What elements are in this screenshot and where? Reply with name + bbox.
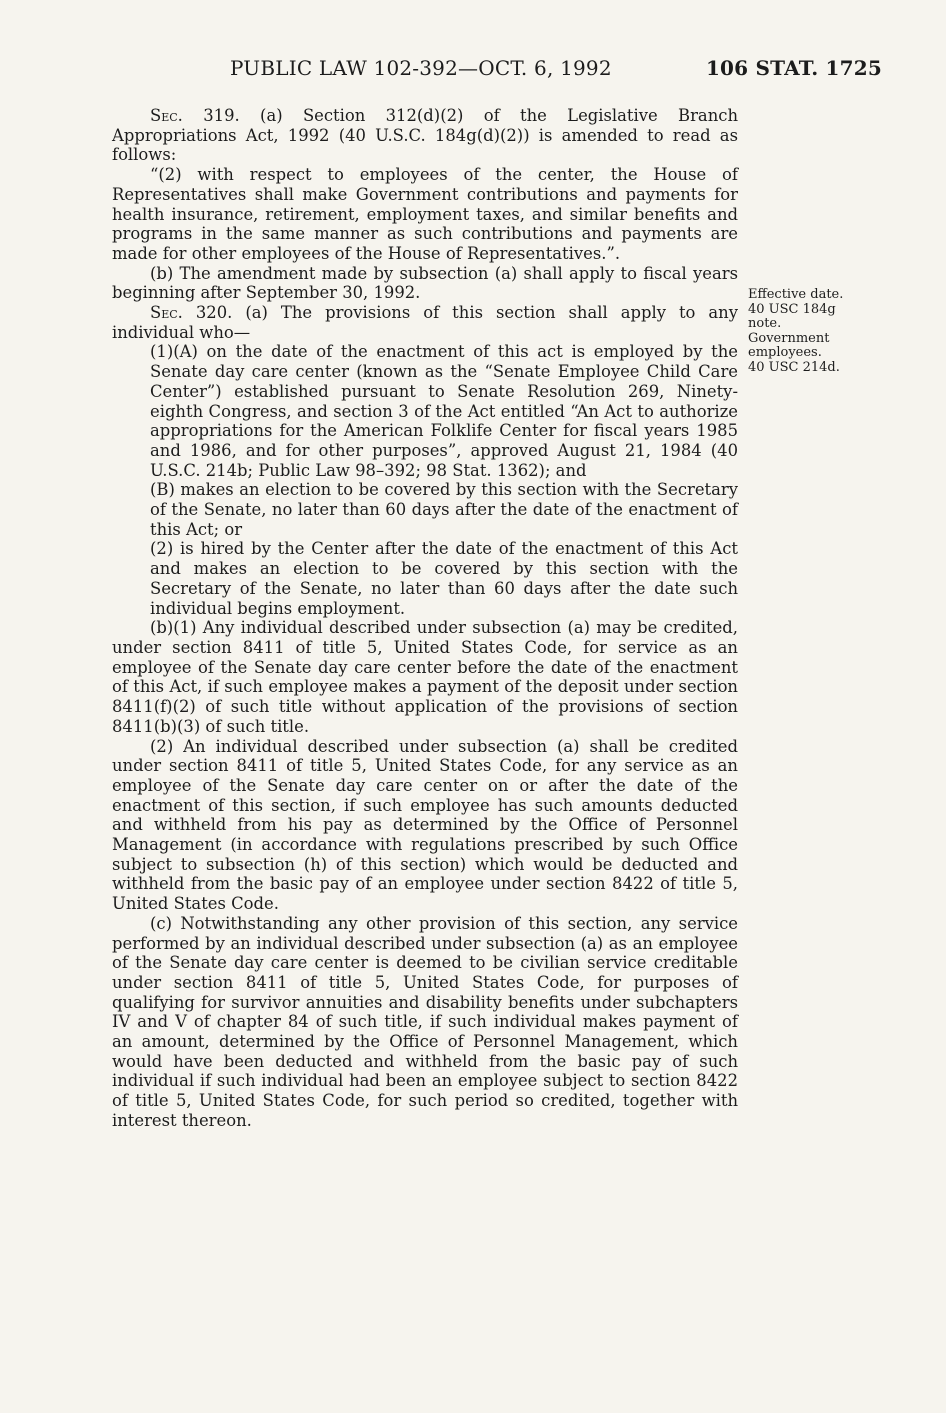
section-320-paragraph: Sec. 320. (a) The provisions of this section shall apply to any individual who—	[112, 303, 738, 342]
statute-body	[112, 106, 738, 1131]
paragraph: (2) An individual described under subsection (a) shall be credited under section 8411 of title 5, United States Code, for any service as an employee of the Senate day care center on or after the date of the enactment of this section, if such employee has such amounts deducted and withheld from his pay as determined by the Office of Personnel Management (in accordance with regulations prescribed by such Office subject to subsection (h) of this section) which would be deducted and withheld from the basic pay of an employee under section 8422 of title 5, United States Code.	[112, 736, 738, 914]
subparagraph: (1)(A) on the date of the enactment of this act is employed by the Senate day care center (known as the “Senate Employee Child Care Center”) established pursuant to Senate Resolution 269, Ninety-eighth Congress, and section 3 of the Act entitled “An Act to authorize appropriations for the American Folklife Center for fiscal years 1985 and 1986, and for other purposes”, approved August 21, 1984 (40 U.S.C. 214b; Public Law 98–392; 98 Stat. 1362); and	[150, 342, 738, 480]
section-label: Sec.	[150, 106, 183, 125]
law-title: PUBLIC LAW 102-392—OCT. 6, 1992	[230, 56, 612, 80]
margin-notes	[748, 288, 868, 375]
paragraph: (c) Notwithstanding any other provision of this section, any service performed by an individual described under subsection (a) as an employee of the Senate day care center is deemed to be civilian service creditable under section 8411 of title 5, United States Code, for purposes of qualifying for survivor annuities and disability benefits under subchapters IV and V of chapter 84 of such title, if such individual makes payment of an amount, determined by the Office of Personnel Management, which would have been deducted and withheld from the basic pay of such individual if such individual had been an employee subject to section 8422 of title 5, United States Code, for such period so credited, together with interest thereon.	[112, 913, 738, 1130]
page-header	[230, 56, 882, 86]
margin-note: employees.	[748, 345, 822, 360]
margin-note: Effective date.	[748, 287, 844, 302]
statute-page-number: 106 STAT. 1725	[705, 56, 882, 80]
margin-note: Government	[748, 330, 830, 346]
paragraph: (b) The amendment made by subsection (a) shall apply to fiscal years beginning after September 30, 1992.	[112, 263, 738, 303]
paragraph: (b)(1) Any individual described under subsection (a) may be credited, under section 8411 of title 5, United States Code, for service as an employee of the Senate day care center before the date of the enactment of this Act, if such employee makes a payment of the deposit under section 8411(f)(2) of such title without application of the provisions of section 8411(b)(3) of such title.	[112, 618, 738, 736]
margin-note: note.	[748, 316, 782, 331]
section-label: Sec.	[150, 303, 183, 323]
margin-note: 40 USC 184g	[748, 301, 836, 317]
margin-note: 40 USC 214d.	[748, 359, 840, 375]
amended-text-paragraph: “(2) with respect to employees of the center, the House of Representatives shall make Government contributions and payments for health insurance, retirement, employment taxes, and similar benefits and programs in the same manner as such contributions and payments are made for other employees of the House of Representatives.”.	[112, 165, 738, 263]
subparagraph: (2) is hired by the Center after the date of the enactment of this Act and makes an election to be covered by this section with the Secretary of the Senate, no later than 60 days after the date such individual begins employment.	[150, 539, 738, 618]
section-319-paragraph: Sec. 319. (a) Section 312(d)(2) of the Legislative Branch Appropriations Act, 1992 (40 U.S.C. 184g(d)(2)) is amended to read as follows:	[112, 106, 738, 165]
subparagraph: (B) makes an election to be covered by this section with the Secretary of the Senate, no later than 60 days after the date of the enactment of this Act; or	[150, 480, 738, 539]
